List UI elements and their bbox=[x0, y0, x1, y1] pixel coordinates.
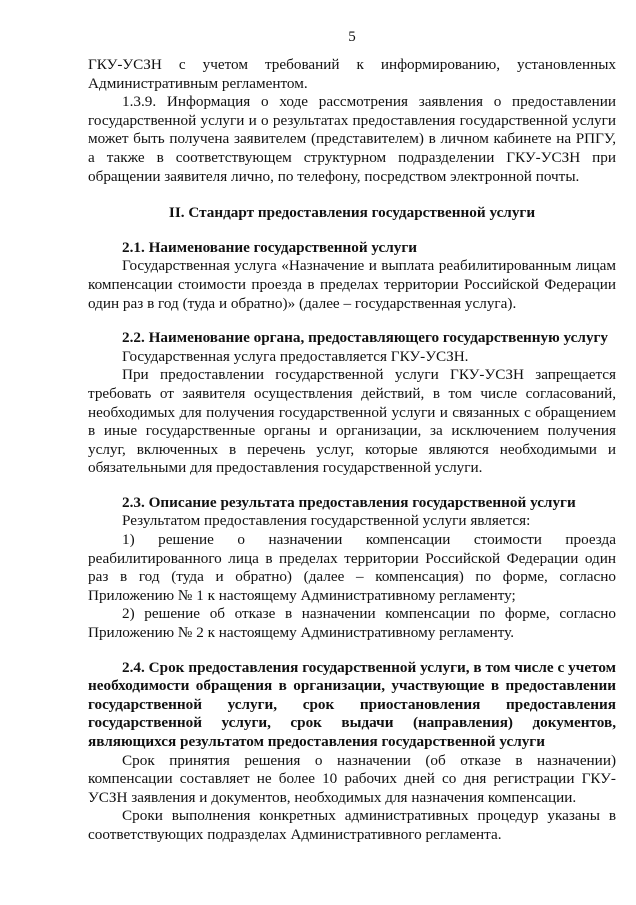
paragraph-2-2-a: Государственная услуга предоставляется ГКУ-УСЗН. bbox=[122, 347, 469, 365]
paragraph-1-3-9: 1.3.9. Информация о ходе рассмотрения заявления о предоставлении государственной услуги и о результатах предоставления государственной услуги может быть получена заявителем (представителем) в личном кабинете на РПГУ, а также в соответствующем структурном подразделении ГКУ-УСЗН при обращении заявителя лично, по телефону, посредством электронной почты. bbox=[88, 93, 616, 185]
paragraph-2-4-a: Срок принятия решения о назначении (об отказе в назначении) компенсации составляет не более 10 рабочих дней со дня регистрации ГКУ-УСЗН заявления и документов, необходимых для назначения компенсации. bbox=[88, 751, 616, 806]
section-title: II. Стандарт предоставления государственной услуги bbox=[168, 204, 536, 222]
paragraph-2-3-item-2: 2) решение об отказе в назначении компенсации по форме, согласно Приложению № 2 к настоящему Административному регламенту. bbox=[88, 605, 616, 642]
paragraph-2-3-item-1: 1) решение о назначении компенсации стоимости проезда реабилитированного лица в пределах территории Российской Федерации один раз в год (туда и обратно) (далее – компенсация) по форме, согласно Приложению № 1 к настоящему Административному регламенту; bbox=[88, 531, 616, 604]
heading-2-3: 2.3. Описание результата предоставления государственной услуги bbox=[122, 493, 576, 511]
heading-2-2: 2.2. Наименование органа, предоставляющего государственную услугу bbox=[122, 329, 609, 347]
document-page bbox=[88, 28, 616, 845]
paragraph-2-3-intro: Результатом предоставления государственной услуги является: bbox=[122, 512, 531, 530]
heading-2-1: 2.1. Наименование государственной услуги bbox=[122, 238, 418, 256]
paragraph-2-4-b: Сроки выполнения конкретных административных процедур указаны в соответствующих подразделах Административного регламента. bbox=[88, 807, 616, 843]
paragraph-2-2-b: При предоставлении государственной услуги ГКУ-УСЗН запрещается требовать от заявителя осуществления действий, в том числе согласований, необходимых для получения государственной услуги и связанных с обращением в иные государственные органы и организации, за исключением получения услуг, включенных в перечень услуг, которые являются необходимыми и обязательными для предоставления государственной услуги. bbox=[88, 366, 616, 477]
page-number: 5 bbox=[348, 29, 356, 45]
paragraph-continuation: ГКУ-УСЗН с учетом требований к информированию, установленных Административным регламентом. bbox=[88, 56, 616, 92]
paragraph-2-1: Государственная услуга «Назначение и выплата реабилитированным лицам компенсации стоимости проезда в пределах территории Российской Федерации один раз в год (туда и обратно)» (далее – государственная услуга). bbox=[88, 257, 616, 312]
heading-2-4: 2.4. Срок предоставления государственной услуги, в том числе с учетом необходимости обращения в организации, участвующие в предоставлении государственной услуги, срок приостановления предоставления государственной услуги, срок выдачи (направления) документов, являющихся результатом предоставления государственной услуги bbox=[88, 658, 616, 750]
